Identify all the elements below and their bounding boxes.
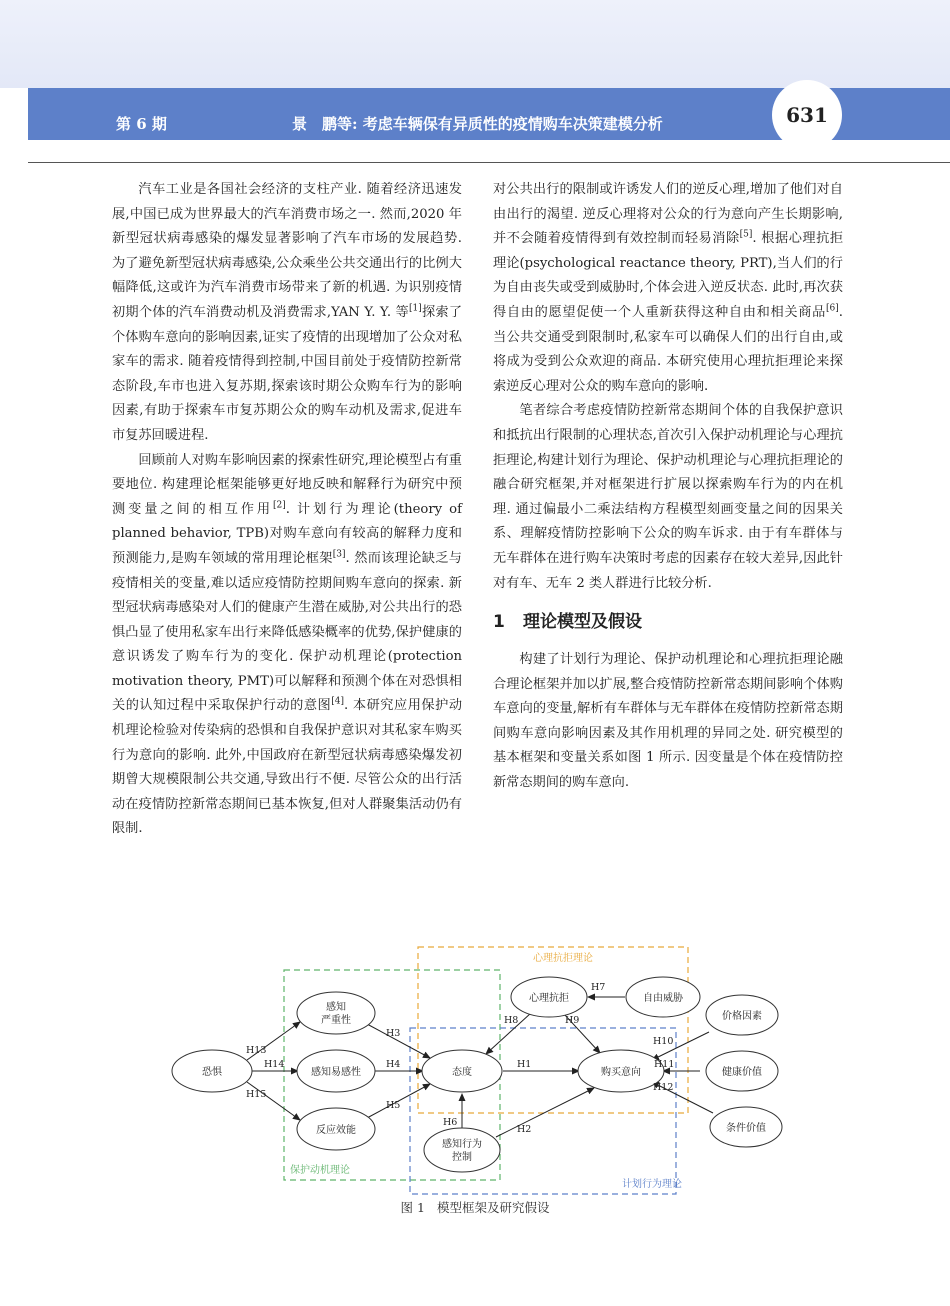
node-price-label: 价格因素 bbox=[722, 1011, 762, 1022]
label-h13: H13 bbox=[246, 1045, 267, 1056]
citation-ref: [4] bbox=[331, 697, 344, 708]
page-number: 631 bbox=[772, 80, 842, 150]
issue-number: 第 6 期 bbox=[116, 115, 167, 133]
label-h11: H11 bbox=[654, 1059, 675, 1070]
node-intention-label: 购买意向 bbox=[601, 1067, 641, 1078]
label-h12: H12 bbox=[653, 1082, 674, 1093]
label-h2: H2 bbox=[517, 1124, 532, 1135]
paragraph-text: 汽车工业是各国社会经济的支柱产业. 随着经济迅速发展,中国已成为世界最大的汽车消费市场之一. 然而,2020 年新型冠状病毒感染的爆发显著影响了汽车市场的发展趋势. 为了避免新型冠状病毒感染,公众乘坐公共交通出行的比例大幅降低,这或许为汽车消费市场带来了新的机遇. 为识别疫情初期个体的汽车消费动机及消费需求,YAN Y. Y. 等 bbox=[112, 182, 462, 320]
citation-ref: [6] bbox=[826, 303, 839, 314]
edge-h15 bbox=[247, 1082, 300, 1120]
paragraph-text: . 计划行为理论(theory of planned behavior, TPB)对购车意向有较高的解释力度和预测能力,是购车领域的常用理论框架 bbox=[112, 501, 462, 566]
running-title: 景 鹏等: 考虑车辆保有异质性的疫情购车决策建模分析 bbox=[292, 115, 663, 133]
node-threat-label: 自由威胁 bbox=[643, 993, 683, 1004]
citation-ref: [3] bbox=[332, 549, 346, 560]
paragraph-text: 构建了计划行为理论、保护动机理论和心理抗拒理论融合理论框架并加以扩展,整合疫情防控新常态期间影响个体购车意向的变量,解析有车群体与无车群体在疫情防控新常态期间购车意向影响因素及其作用机理的异同之处. 研究模型的基本框架和变量关系如图 1 所示. 因变量是个体在疫情防控新常态期间的购车意向. bbox=[493, 652, 843, 791]
header-light-band bbox=[0, 0, 950, 88]
figure-caption bbox=[0, 1198, 950, 1216]
node-condition-label: 条件价值 bbox=[726, 1123, 766, 1134]
label-h7: H7 bbox=[591, 982, 606, 993]
label-h15: H15 bbox=[246, 1089, 267, 1100]
label-h4: H4 bbox=[386, 1059, 401, 1070]
node-severity bbox=[297, 992, 375, 1034]
prt-group-label: 心理抗拒理论 bbox=[533, 953, 593, 964]
left-column bbox=[112, 178, 462, 842]
label-h1: H1 bbox=[517, 1059, 532, 1070]
paragraph-text: 回顾前人对购车影响因素的探索性研究,理论模型占有重要地位. 构建理论框架能够更好地反映和解释行为研究中预测变量之间的相互作用 bbox=[112, 452, 462, 517]
node-severity-label-1: 感知 bbox=[326, 1002, 346, 1013]
node-susceptibility-label: 感知易感性 bbox=[311, 1067, 361, 1078]
section-title: 理论模型及假设 bbox=[523, 612, 642, 633]
node-attitude-label: 态度 bbox=[452, 1067, 472, 1078]
label-h5: H5 bbox=[386, 1100, 401, 1111]
citation-ref: [5] bbox=[739, 229, 753, 240]
pmt-group-label: 保护动机理论 bbox=[290, 1165, 350, 1176]
node-severity-label-2: 严重性 bbox=[321, 1015, 351, 1026]
paragraph-text: . 然而该理论缺乏与疫情相关的变量,难以适应疫情防控期间购车意向的探索. 新型冠状病毒感染对人们的健康产生潜在威胁,对公共出行的恐惧凸显了使用私家车出行来降低感染概率的优势,保护健康的意识诱发了购车行为的变化. 保护动机理论(protection motivation theory, PMT)可以解释和预测个体在对恐惧相关的认知过程中采取保护行动的意图 bbox=[112, 550, 462, 714]
label-h8: H8 bbox=[504, 1015, 519, 1026]
node-fear-label: 恐惧 bbox=[202, 1067, 222, 1078]
label-h14: H14 bbox=[264, 1059, 285, 1070]
paragraph-text: 对公共出行的限制或许诱发人们的逆反心理,增加了他们对自由出行的渴望. 逆反心理将对公众的行为意向产生长期影响,并不会随着疫情得到有效控制而轻易消除 bbox=[493, 182, 843, 247]
section-number: 1 bbox=[493, 612, 505, 633]
section-heading bbox=[493, 610, 843, 634]
label-h3: H3 bbox=[386, 1028, 401, 1039]
label-h9: H9 bbox=[565, 1015, 580, 1026]
node-pbc-label-2: 控制 bbox=[452, 1152, 472, 1163]
paragraph-text: 笔者综合考虑疫情防控新常态期间个体的自我保护意识和抵抗出行限制的心理状态,首次引入保护动机理论与心理抗拒理论,构建计划行为理论、保护动机理论与心理抗拒理论的融合研究框架,并对框架进行扩展以探索购车行为的内在机理. 通过偏最小二乘法结构方程模型刻画变量之间的因果关系、理解疫情防控影响下公众的购车诉求. 由于有车群体与无车群体在进行购车决策时考虑的因素存在较大差异,因此针对有车、无车 2 类人群进行比较分析. bbox=[493, 403, 843, 591]
figure-caption-number: 图 1 bbox=[400, 1200, 425, 1215]
tpb-group-label: 计划行为理论 bbox=[622, 1179, 682, 1190]
header-rule bbox=[28, 162, 950, 163]
label-h6: H6 bbox=[443, 1117, 458, 1128]
paragraph-text: . 当公共交通受到限制时,私家车可以确保人们的出行自由,或将成为受到公众欢迎的商品. 本研究使用心理抗拒理论来探索逆反心理对公众的购车意向的影响. bbox=[493, 304, 843, 394]
node-health-label: 健康价值 bbox=[722, 1067, 762, 1078]
paragraph-text: 探索了个体购车意向的影响因素,证实了疫情的出现增加了公众对私家车的需求. 随着疫情得到控制,中国目前处于疫情防控新常态阶段,车市也进入复苏期,探索该时期公众购车行为的影响因素,有助于探索车市复苏期公众的购车动机及需求,促进车市复苏回暖进程. bbox=[112, 304, 463, 443]
body-paragraph bbox=[493, 399, 843, 596]
node-pbc bbox=[424, 1128, 500, 1172]
node-reactance-label: 心理抗拒 bbox=[529, 993, 569, 1004]
model-figure bbox=[160, 940, 800, 1200]
body-paragraph bbox=[112, 178, 462, 449]
citation-ref: [1] bbox=[408, 303, 422, 314]
body-paragraph bbox=[112, 449, 462, 843]
node-response-efficacy-label: 反应效能 bbox=[316, 1125, 356, 1136]
paragraph-text: . 根据心理抗拒理论(psychological reactance theory, PRT),当人们的行为自由丧失或受到威胁时,个体会进入逆反状态. 此时,再次获得自由的愿望促使一个人重新获得这种自由和相关商品 bbox=[493, 231, 844, 320]
right-column bbox=[493, 178, 843, 796]
body-paragraph bbox=[493, 178, 843, 399]
label-h10: H10 bbox=[653, 1036, 674, 1047]
citation-ref: [2] bbox=[273, 500, 286, 511]
paragraph-text: . 本研究应用保护动机理论检验对传染病的恐惧和自我保护意识对其私家车购买行为意向的影响. 此外,中国政府在新型冠状病毒感染爆发初期曾大规模限制公共交通,导致出行不便. 尽管公众的出行活动在疫情防控新常态期间已基本恢复,但对人群聚集活动仍有限制. bbox=[112, 698, 463, 837]
figure-caption-text: 模型框架及研究假设 bbox=[436, 1200, 550, 1215]
body-paragraph bbox=[493, 648, 843, 796]
node-pbc-label-1: 感知行为 bbox=[442, 1139, 482, 1150]
